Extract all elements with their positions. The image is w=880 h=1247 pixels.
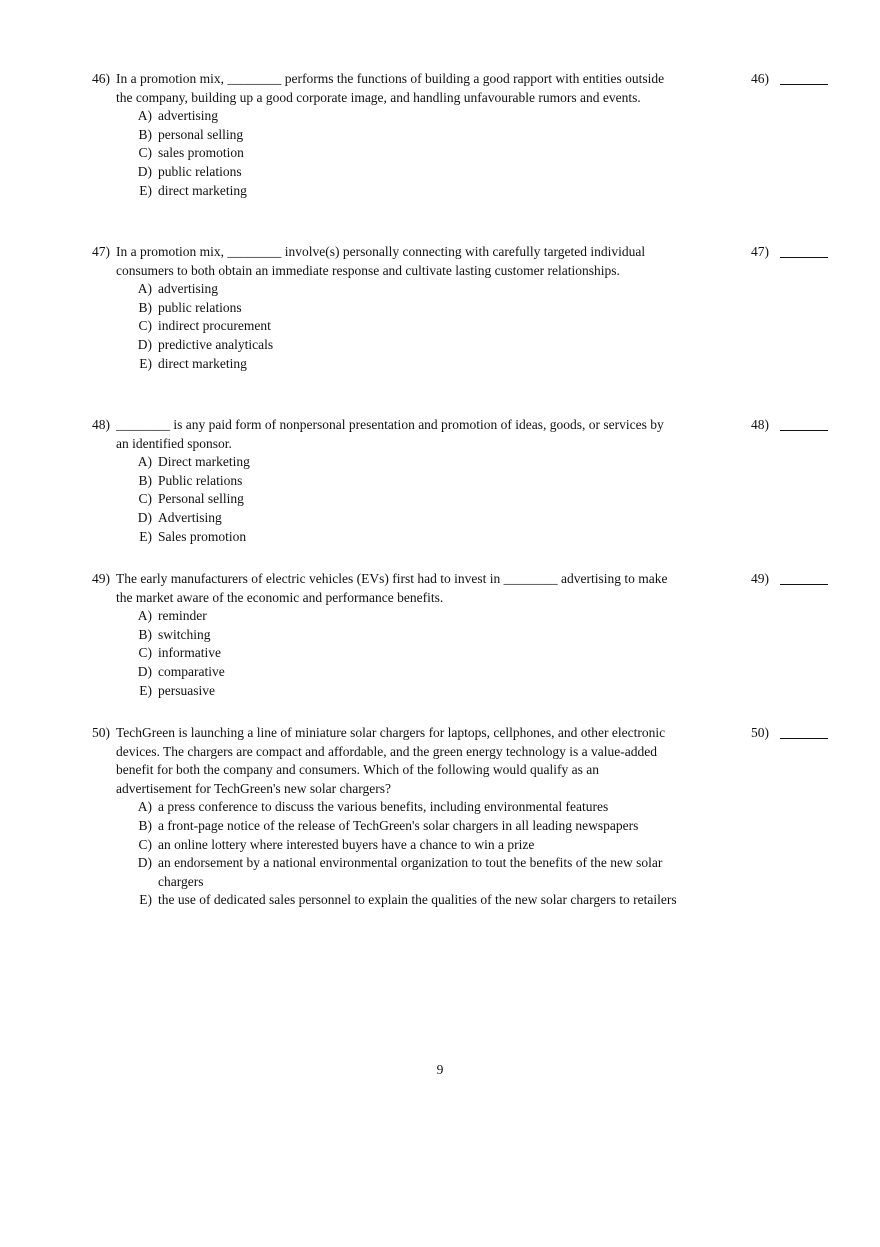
option-c [136,836,688,855]
option-d [136,663,688,682]
option-text: comparative [158,663,225,679]
option-e [136,355,688,374]
option-b [136,126,688,145]
option-b [136,472,688,491]
answer-label: 47) [751,244,769,259]
option-text: Sales promotion [158,528,247,544]
options-list [136,607,832,700]
option-text: advertising [158,281,218,297]
options-list [136,798,832,910]
option-e [136,528,688,547]
options-list [136,107,832,200]
option-c [136,144,688,163]
option-a [136,798,688,817]
option-text: indirect procurement [158,318,271,334]
question-48 [92,416,832,546]
option-c [136,317,688,336]
options-list [136,453,832,546]
question-number: 50) [92,725,110,740]
option-a [136,453,688,472]
answer-label: 48) [751,417,769,432]
option-text: personal selling [158,126,244,142]
option-letter: C) [138,491,152,507]
option-a [136,280,688,299]
option-letter: A) [137,454,152,470]
question-text: TechGreen is launching a line of miniature solar chargers for laptops, cellphones, and other electronic devices. The chargers are compact and affordable, and the green energy technology is a value-added benefit for both the company and consumers. Which of the following would qualify as an advertisement for TechGreen's new solar chargers? [116,725,666,796]
option-letter: C) [138,836,152,852]
option-letter: E) [139,182,152,198]
option-b [136,626,688,645]
question-text: ________ is any paid form of nonpersonal presentation and promotion of ideas, goods, or services by an identified sponsor. [116,417,664,451]
question-50 [92,724,832,910]
option-letter: E) [139,355,152,371]
option-letter: A) [137,108,152,124]
page-number: 9 [436,1062,444,1077]
question-49 [92,570,832,700]
answer-blank [780,738,828,739]
answer-blank [780,257,828,258]
option-letter: D) [137,336,152,352]
option-d [136,509,688,528]
option-text: a front-page notice of the release of TechGreen's solar chargers in all leading newspapers [158,817,639,833]
question-number: 48) [92,417,110,432]
option-text: advertising [158,108,218,124]
option-text: Personal selling [158,491,244,507]
option-text: Advertising [158,509,222,525]
question-number: 49) [92,571,110,586]
option-letter: A) [137,799,152,815]
option-letter: D) [137,509,152,525]
option-letter: D) [137,663,152,679]
question-text: The early manufacturers of electric vehicles (EVs) first had to invest in ________ advertising to make the market aware of the economic and performance benefits. [116,571,668,605]
question-47 [92,243,832,373]
option-text: a press conference to discuss the various benefits, including environmental features [158,799,609,815]
answer-blank [780,584,828,585]
option-text: switching [158,626,211,642]
option-e [136,682,688,701]
answer-label: 50) [751,725,769,740]
option-c [136,490,688,509]
option-b [136,299,688,318]
option-text: reminder [158,608,207,624]
option-letter: B) [138,299,152,315]
option-text: informative [158,645,221,661]
options-list [136,280,832,373]
option-d [136,336,688,355]
option-text: Direct marketing [158,454,250,470]
option-text: persuasive [158,682,215,698]
option-letter: B) [138,817,152,833]
option-e [136,891,688,910]
answer-label: 49) [751,571,769,586]
option-text: predictive analyticals [158,336,274,352]
option-text: direct marketing [158,182,247,198]
option-e [136,182,688,201]
answer-blank [780,430,828,431]
question-text: In a promotion mix, ________ involve(s) personally connecting with carefully targeted individual consumers to both obtain an immediate response and cultivate lasting customer relationships. [116,244,646,278]
option-letter: B) [138,472,152,488]
answer-blank [780,84,828,85]
option-text: direct marketing [158,355,247,371]
question-46 [92,70,832,200]
option-letter: E) [139,892,152,908]
option-letter: A) [137,281,152,297]
option-letter: D) [137,855,152,871]
option-letter: A) [137,608,152,624]
option-letter: D) [137,163,152,179]
option-letter: B) [138,626,152,642]
option-letter: C) [138,318,152,334]
option-letter: E) [139,528,152,544]
answer-label: 46) [751,71,769,86]
option-text: an endorsement by a national environmental organization to tout the benefits of the new solar chargers [158,855,663,889]
option-text: sales promotion [158,145,244,161]
option-text: an online lottery where interested buyers have a chance to win a prize [158,836,535,852]
option-letter: C) [138,145,152,161]
question-number: 47) [92,244,110,259]
question-text: In a promotion mix, ________ performs the functions of building a good rapport with entities outside the company, building up a good corporate image, and handling unfavourable rumors and events. [116,71,665,105]
option-letter: E) [139,682,152,698]
option-a [136,607,688,626]
option-d [136,854,688,891]
option-text: public relations [158,299,242,315]
question-number: 46) [92,71,110,86]
option-text: the use of dedicated sales personnel to explain the qualities of the new solar chargers to retailers [158,892,677,908]
option-letter: B) [138,126,152,142]
option-a [136,107,688,126]
option-text: public relations [158,163,242,179]
option-letter: C) [138,645,152,661]
option-text: Public relations [158,472,243,488]
option-c [136,644,688,663]
option-b [136,817,688,836]
option-d [136,163,688,182]
